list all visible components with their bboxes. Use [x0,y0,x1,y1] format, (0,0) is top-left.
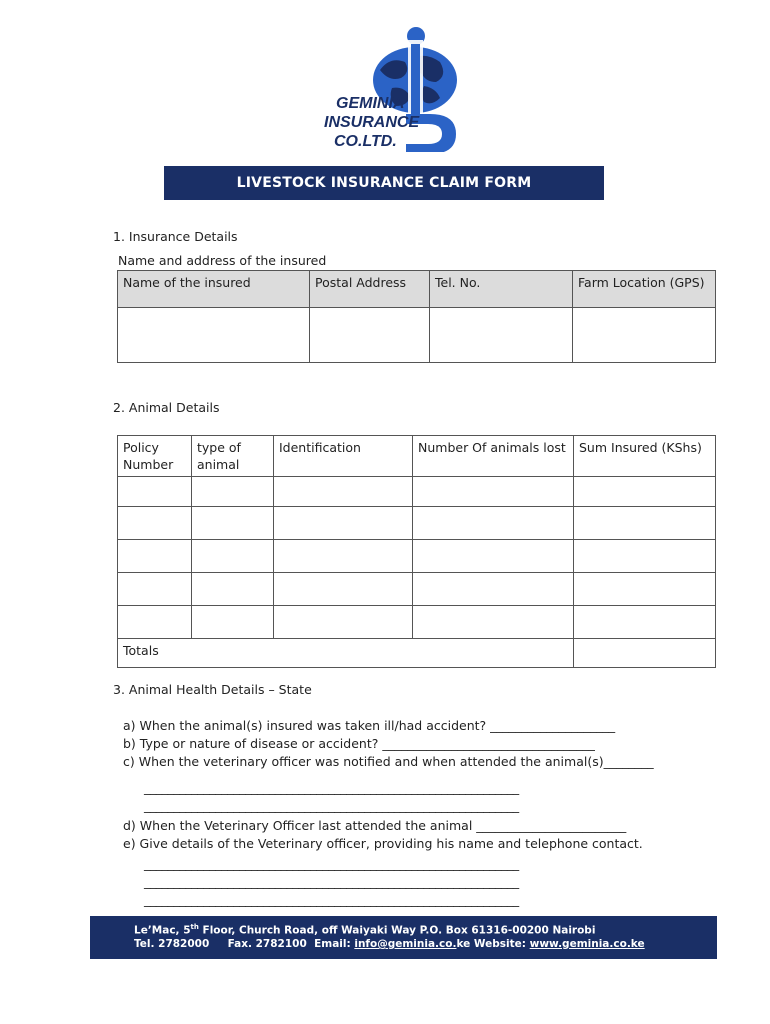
table-cell[interactable] [574,540,716,573]
footer-fax: Fax. 2782100 [227,938,307,950]
table-cell[interactable] [192,540,274,573]
table-cell[interactable] [118,477,192,507]
table-cell[interactable] [192,507,274,540]
totals-row [118,639,716,668]
address-ordinal: th [190,923,199,931]
insurance-details-table [117,270,716,363]
col-identification: Identification [274,436,413,477]
table-cell[interactable] [574,606,716,639]
table-cell[interactable] [274,573,413,606]
table-row [118,507,716,540]
geminia-logo-graphic [320,22,460,152]
col-sum-insured: Sum Insured (KShs) [574,436,716,477]
form-title: LIVESTOCK INSURANCE CLAIM FORM [164,166,604,200]
footer-website-label: Website: [470,938,530,950]
address-part: Le’Mac, 5 [134,924,191,937]
section1-heading: 1. Insurance Details [113,229,238,244]
logo-word-geminia: GEMINIA [336,95,405,112]
totals-label: Totals [118,639,574,668]
table-row [118,606,716,639]
table-cell[interactable] [192,573,274,606]
table-cell[interactable] [118,507,192,540]
footer-email-link[interactable]: info@geminia.co. [354,938,457,950]
logo-word-coltd: CO.LTD. [334,133,397,150]
table-row [118,477,716,507]
table-cell[interactable] [574,507,716,540]
footer-email-tail: ke [456,938,471,950]
col-farm-location: Farm Location (GPS) [573,271,716,308]
footer-address [134,923,595,937]
col-type-of-animal: type of animal [192,436,274,477]
table-cell[interactable] [118,540,192,573]
table-cell[interactable] [574,573,716,606]
col-name-of-insured: Name of the insured [118,271,310,308]
section3-heading: 3. Animal Health Details – State [113,682,312,697]
table-cell[interactable] [574,477,716,507]
question-e: e) Give details of the Veterinary officer, providing his name and telephone contact. [123,836,643,851]
company-logo [320,22,460,152]
answer-e-line-1[interactable]: _______________________________________________________________ [144,856,519,871]
col-policy-number: Policy Number [118,436,192,477]
tel-no-cell[interactable] [430,308,573,363]
table-cell[interactable] [413,573,574,606]
col-postal-address: Postal Address [310,271,430,308]
section1-subheading: Name and address of the insured [118,253,327,268]
question-d: d) When the Veterinary Officer last attended the animal ________________________ [123,818,627,833]
table-cell[interactable] [274,540,413,573]
table-cell[interactable] [413,507,574,540]
question-a: a) When the animal(s) insured was taken ill/had accident? ____________________ [123,718,616,733]
footer-website-link[interactable]: www.geminia.co.ke [529,938,645,950]
footer-email-label: Email: [314,938,355,950]
table-cell[interactable] [118,606,192,639]
logo-word-insurance: INSURANCE [324,114,420,131]
name-of-insured-cell[interactable] [118,308,310,363]
totals-sum-cell[interactable] [574,639,716,668]
col-tel-no: Tel. No. [430,271,573,308]
answer-e-line-2[interactable]: _______________________________________________________________ [144,874,519,889]
answer-e-line-3[interactable]: _______________________________________________________________ [144,892,519,907]
footer-contact-bar [90,916,717,959]
col-number-animals-lost: Number Of animals lost [413,436,574,477]
table-row [118,540,716,573]
animal-details-table [117,435,716,668]
table-cell[interactable] [413,477,574,507]
address-rest: Floor, Church Road, off Waiyaki Way P.O. Box 61316-00200 Nairobi [198,924,596,937]
table-cell[interactable] [118,573,192,606]
footer-contacts [134,938,645,950]
answer-c-line-1[interactable]: _______________________________________________________________ [144,780,519,795]
farm-location-cell[interactable] [573,308,716,363]
footer-tel: Tel. 2782000 [134,938,210,950]
answer-c-line-2[interactable]: _______________________________________________________________ [144,798,519,813]
table-cell[interactable] [413,540,574,573]
postal-address-cell[interactable] [310,308,430,363]
question-c: c) When the veterinary officer was notified and when attended the animal(s)________ [123,754,654,769]
table-cell[interactable] [413,606,574,639]
table-cell[interactable] [192,477,274,507]
table-row [118,573,716,606]
table-cell[interactable] [192,606,274,639]
table-cell[interactable] [274,507,413,540]
table-cell[interactable] [274,606,413,639]
table-cell[interactable] [274,477,413,507]
section2-heading: 2. Animal Details [113,400,220,415]
question-b: b) Type or nature of disease or accident? __________________________________ [123,736,595,751]
